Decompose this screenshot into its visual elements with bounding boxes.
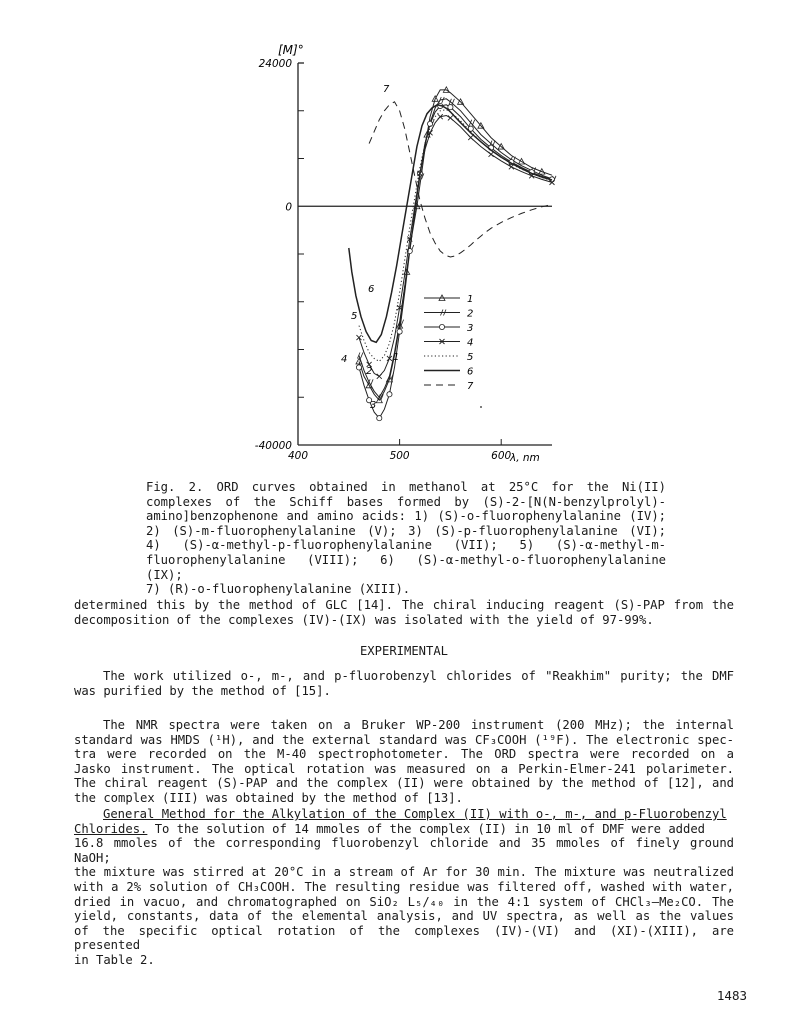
method-title: General Method for the Alkylation of the Complex (II) with o-, m-, and p-Fluorobenzyl xyxy=(103,807,727,821)
text-line: the mixture was stirred at 20°C in a stream of Ar for 30 min. The mixture was neutralized xyxy=(74,865,734,880)
caption-line: amino]benzophenone and amino acids: 1) (S)-o-fluorophenylalanine (IV); xyxy=(146,509,666,524)
curve-number-label: 5 xyxy=(351,311,358,322)
cross-marker xyxy=(356,335,361,340)
caption-line: Fig. 2. ORD curves obtained in methanol at 25°C for the Ni(II) xyxy=(146,480,666,494)
circle-marker xyxy=(377,416,382,421)
curve-number-label: 3 xyxy=(370,400,377,411)
text-line: yield, constants, data of the elemental analysis, and UV spectra, as well as the values xyxy=(74,909,734,924)
x-tick-label: 400 xyxy=(287,450,309,462)
text-line: was purified by the method of [15]. xyxy=(74,683,331,698)
cross-marker xyxy=(489,152,494,157)
cross-marker xyxy=(448,115,453,120)
y-tick-label: 0 xyxy=(285,201,292,214)
text-line: of the specific optical rotation of the complexes (IV)-(VI) and (XI)-(XIII), are presented xyxy=(74,923,734,953)
circle-marker xyxy=(427,121,432,126)
method-text: To the solution of 14 mmoles of the complex (II) in 10 ml of DMF were added xyxy=(147,821,706,836)
stray-dot xyxy=(480,406,482,408)
circle-marker xyxy=(448,105,453,110)
paragraph-instruments xyxy=(74,718,734,806)
paragraph-materials xyxy=(74,669,734,698)
circle-marker xyxy=(439,324,444,329)
series-line xyxy=(349,105,552,342)
series-5 xyxy=(359,110,552,362)
circle-marker xyxy=(397,329,402,334)
circle-marker xyxy=(387,392,392,397)
section-heading: EXPERIMENTAL xyxy=(359,644,449,658)
curve-number-label: 6 xyxy=(368,284,375,295)
curve-number-label: 2 xyxy=(366,366,373,377)
method-title-end: Chlorides. xyxy=(74,821,148,836)
legend-label: 5 xyxy=(467,352,474,363)
legend-label: 2 xyxy=(467,308,474,320)
x-tick-label: 500 xyxy=(389,450,410,462)
figure-caption xyxy=(146,480,666,597)
circle-marker xyxy=(356,365,361,370)
text-line: Jasko instrument. The optical rotation was measured on a Perkin-Elmer-241 polarimeter. xyxy=(74,761,734,776)
legend-label: 3 xyxy=(467,323,474,334)
legend-label: 6 xyxy=(467,366,474,378)
y-tick-label: -40000 xyxy=(254,440,292,452)
series-6 xyxy=(349,105,552,342)
series-2 xyxy=(357,97,556,400)
series-line xyxy=(359,110,552,362)
series-4 xyxy=(356,114,554,379)
text-line: with a 2% solution of CH₃COOH. The resulting residue was filtered off, washed with water, xyxy=(74,879,734,894)
paragraph-general-method xyxy=(74,807,734,968)
curve-number-label: 7 xyxy=(383,84,390,95)
ord-chart xyxy=(0,0,807,470)
text-line: The work utilized o-, m-, and p-fluorobenzyl chlorides of "Reakhim" purity; the DMF xyxy=(103,669,734,683)
text-line: The chiral reagent (S)-PAP and the complex (II) were obtained by the method of [12], and xyxy=(74,776,734,791)
text-line: in Table 2. xyxy=(74,952,155,967)
series-7 xyxy=(369,102,552,257)
text-line: the complex (III) was obtained by the method of [13]. xyxy=(74,790,463,805)
x-axis-label: λ, nm xyxy=(510,452,540,464)
paragraph-gl-results xyxy=(74,598,734,627)
caption-line: complexes of the Schiff bases formed by (S)-2-[N(N-benzylprolyl)- xyxy=(146,494,666,509)
text-line xyxy=(74,822,734,837)
text-line: The NMR spectra were taken on a Bruker WP-200 instrument (200 MHz); the internal xyxy=(103,718,734,732)
text-line: dried in vacuo, and chromatographed on SiO₂ L₅/₄₀ in the 4:1 system of CHCl₃–Me₂CO. The xyxy=(74,894,734,909)
series-3 xyxy=(356,103,554,420)
chart-legend xyxy=(424,294,482,408)
text-line: tra were recorded on the M-40 spectrophotometer. The ORD spectra were recorded on a xyxy=(74,747,734,762)
cross-marker xyxy=(377,374,382,379)
slash-marker xyxy=(449,99,455,105)
text-line: 16.8 mmoles of the corresponding fluorobenzyl chloride and 35 mmoles of finely ground NaOH; xyxy=(74,836,734,865)
series-1 xyxy=(356,87,552,403)
caption-line: 4) (S)-α-methyl-p-fluorophenylalanine (VII); 5) (S)-α-methyl-m- xyxy=(146,538,666,553)
page-number: 1483 xyxy=(716,988,747,1003)
curve-number-label: 1 xyxy=(393,352,400,363)
series-line xyxy=(369,102,552,257)
legend-label: 4 xyxy=(467,337,474,349)
cross-marker xyxy=(468,135,473,140)
y-axis-label: [M]° xyxy=(278,43,304,57)
caption-line: 2) (S)-m-fluorophenylalanine (V); 3) (S)-p-fluorophenylalanine (VI); xyxy=(146,523,666,538)
caption-line: 7) (R)-o-fluorophenylalanine (XIII). xyxy=(146,582,411,597)
text-line: determined this by the method of GLC [14]. The chiral inducing reagent (S)-PAP from the xyxy=(74,598,734,612)
series-line xyxy=(359,90,552,400)
x-tick-label: 600 xyxy=(491,450,512,462)
caption-line: fluorophenylalanine (VIII); 6) (S)-α-methyl-o-fluorophenylalanine (IX); xyxy=(146,552,666,582)
legend-label: 1 xyxy=(467,294,474,305)
y-tick-label: 24000 xyxy=(258,58,292,70)
text-line: decomposition of the complexes (IV)-(IX) was isolated with the yield of 97-99%. xyxy=(74,612,654,627)
curve-number-label: 4 xyxy=(341,354,348,365)
series-line xyxy=(359,116,552,377)
text-line: standard was HMDS (¹H), and the external standard was CF₃COOH (¹⁹F). The electronic spec- xyxy=(74,732,734,747)
legend-label: 7 xyxy=(467,381,474,392)
series-line xyxy=(359,99,552,398)
